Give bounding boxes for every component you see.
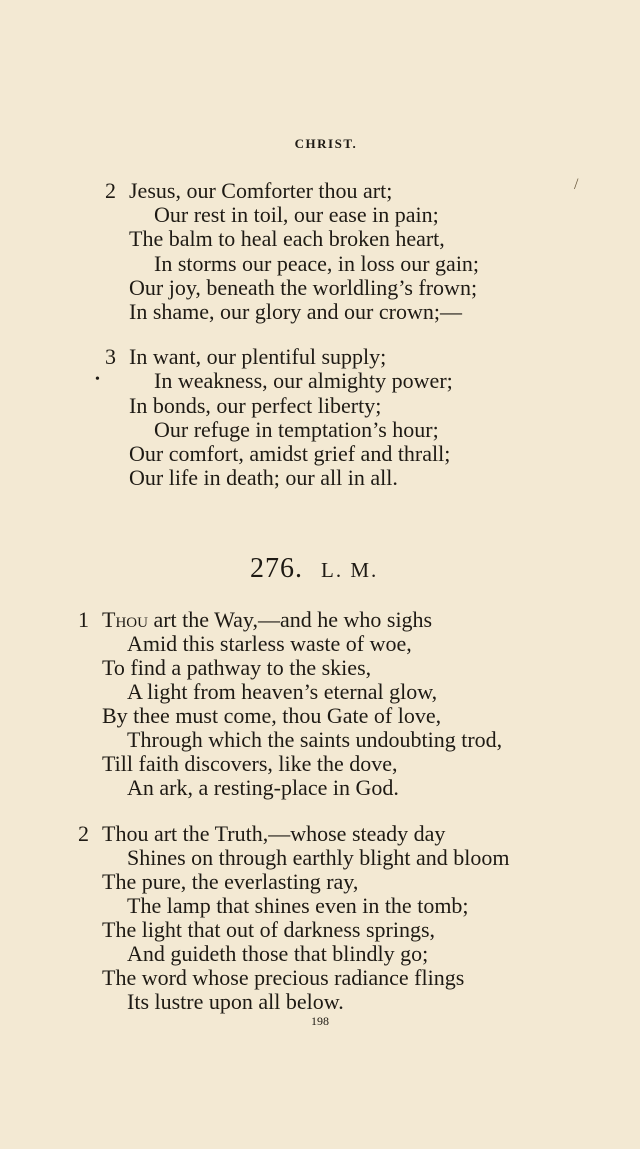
verse-line: The light that out of darkness springs, (102, 917, 436, 942)
verse-line: Its lustre upon all below. (127, 989, 344, 1014)
dot-mark: • (95, 372, 100, 387)
margin-mark: / (574, 176, 579, 193)
verse-line: Our joy, beneath the worldling’s frown; (129, 275, 478, 300)
verse-line: Our comfort, amidst grief and thrall; (129, 441, 451, 466)
verse-line: Our refuge in temptation’s hour; (154, 417, 439, 442)
first-line-rest: art the Way,—and he who sighs (147, 607, 433, 632)
verse-line: Through which the saints undoubting trod, (127, 727, 503, 752)
verse-line: The lamp that shines even in the tomb; (127, 893, 469, 918)
running-head: CHRIST. (294, 136, 358, 151)
verse-line: To find a pathway to the skies, (102, 655, 372, 680)
page-number: 198 (311, 1014, 329, 1028)
verse-line: In want, our plentiful supply; (129, 344, 387, 369)
verse-line: Shines on through earthly blight and bloom (127, 845, 510, 870)
verse-line: In shame, our glory and our crown;— (129, 299, 462, 324)
verse-line: Till faith discovers, like the dove, (102, 751, 398, 776)
stanza-number: 3 (105, 344, 116, 369)
verse-line: In weakness, our almighty power; (154, 368, 453, 393)
verse-line: An ark, a resting-place in God. (127, 775, 399, 800)
initial-word: Thou (102, 607, 148, 632)
stanza-number: 1 (78, 607, 89, 632)
hymn-meter: L. M. (321, 558, 379, 582)
verse-line: The pure, the everlasting ray, (102, 869, 359, 894)
hymn-number: 276. (250, 553, 303, 584)
verse-line: And guideth those that blindly go; (127, 941, 429, 966)
verse-line: In storms our peace, in loss our gain; (154, 251, 480, 276)
verse-line: In bonds, our perfect liberty; (129, 393, 382, 418)
verse-line: Jesus, our Comforter thou art; (129, 178, 393, 203)
stanza-number: 2 (78, 821, 89, 846)
stanza-number: 2 (105, 178, 116, 203)
verse-line: Thou art the Truth,—whose steady day (102, 821, 446, 846)
verse-line: Our life in death; our all in all. (129, 465, 398, 490)
verse-line: By thee must come, thou Gate of love, (102, 703, 442, 728)
verse-line: The word whose precious radiance flings (102, 965, 465, 990)
verse-line: Our rest in toil, our ease in pain; (154, 202, 439, 227)
verse-line-first (102, 608, 432, 632)
verse-line: A light from heaven’s eternal glow, (127, 679, 438, 704)
verse-line: Amid this starless waste of woe, (127, 631, 412, 656)
verse-line: The balm to heal each broken heart, (129, 226, 445, 251)
hymn-heading (250, 553, 378, 585)
